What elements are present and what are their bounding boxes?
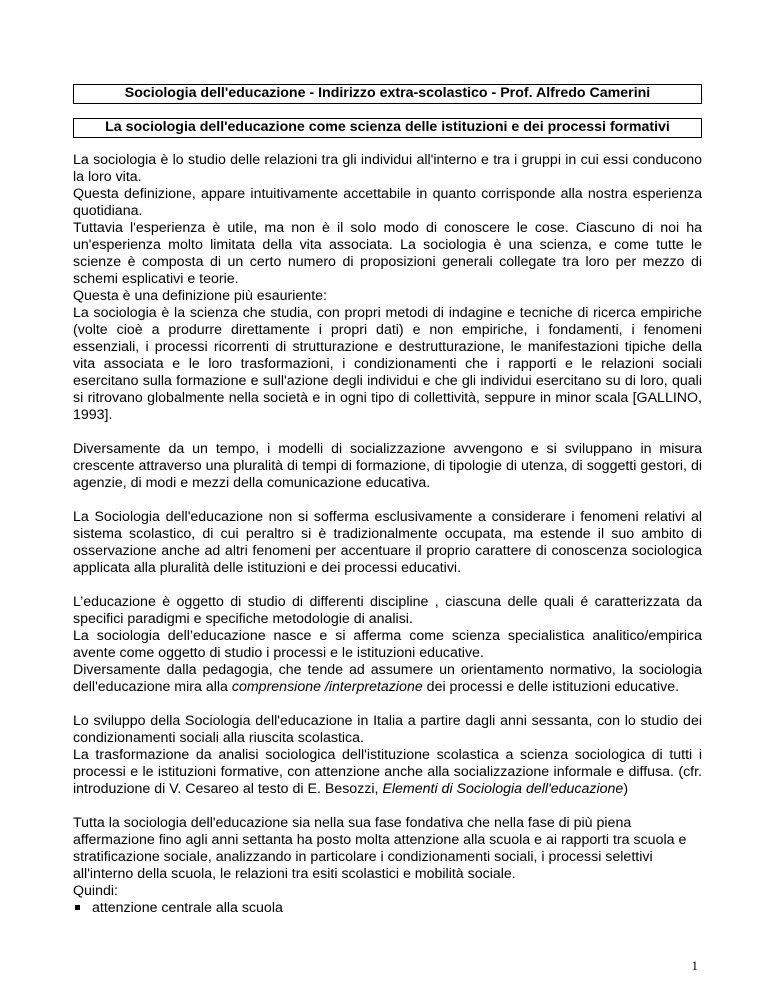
body-text: Questa è una definizione più esauriente: [73, 288, 327, 304]
paragraph-italy [73, 713, 702, 798]
body-text: La Sociologia dell'educazione non si sofferma esclusivamente a considerare i fenomeni relativi al sistema scolastico, di cui peraltro si è tradizionalmente occupata, ma estende il suo ambito di osservazione anche ad altri fenomeni per accentuare il proprio carattere di conoscenza sociologica applicata alla pluralità delle istituzioni e dei processi educativi. [73, 509, 702, 576]
paragraph-disciplines [73, 594, 702, 696]
body-text: Lo sviluppo della Sociologia dell'educazione in Italia a partire dagli anni sessanta, con lo studio dei condizionamenti sociali alla riuscita scolastica. [73, 713, 702, 746]
document-title: Sociologia dell'educazione - Indirizzo extra-scolastico - Prof. Alfredo Camerini [73, 84, 702, 104]
page-number: 1 [691, 958, 698, 973]
body-text: Questa definizione, appare intuitivamente accettabile in quanto corrisponde alla nostra esperienza quotidiana. [73, 186, 702, 219]
section-title: La sociologia dell'educazione come scienza delle istituzioni e dei processi formativi [73, 118, 702, 138]
paragraph-socialization [73, 441, 702, 492]
body-text [73, 662, 702, 696]
body-text: Quindi: [73, 883, 118, 899]
text-run: La trasformazione da analisi sociologica dell'istituzione scolastica a scienza sociologica di tutti i processi e le istituzioni formative, con attenzione anche alla socializzazione informale e diffusa. (cfr. introduzione di V. Cesareo al testo di E. Besozzi, [73, 747, 702, 797]
document-body [73, 152, 702, 917]
paragraph-school-focus [73, 815, 702, 917]
paragraph-scope [73, 509, 702, 577]
body-text [73, 747, 702, 798]
body-text: L’educazione è oggetto di studio di differenti discipline , ciascuna delle quali é caratterizzata da specifici paradigmi e specifiche metodologie di analisi. [73, 594, 702, 627]
paragraph-definition [73, 152, 702, 424]
text-run: dei processi e delle istituzioni educative. [422, 679, 680, 695]
body-text: La sociologia dell’educazione nasce e si afferma come scienza specialistica analitico/empirica avente come oggetto di studio i processi e le istituzioni educative. [73, 628, 702, 661]
body-text: La sociologia è la scienza che studia, con propri metodi di indagine e tecniche di ricerca empiriche (volte cioè a produrre direttamente i propri dati) e non empiriche, i fondamenti, i fenomeni essenziali, i processi ricorrenti di strutturazione e destrutturazione, le manifestazioni tipiche della vita associata e le loro trasformazioni, i condizionamenti che i rapporti e le relazioni sociali esercitano sulla formazione e sull'azione degli individui e che gli individui esercitano su di loro, quali si ritrovano globalmente nella società e in ogni tipo di collettività, seppure in minor scala [GALLINO, 1993]. [73, 305, 702, 423]
text-run: Diversamente dalla pedagogia, che tende ad assumere un orientamento normativo, la sociologia dell'educazione mira alla [73, 662, 702, 695]
body-text: Tutta la sociologia dell'educazione sia nella sua fase fondativa che nella fase di più piena affermazione fino agli anni settanta ha posto molta attenzione alla scuola e ai rapporti tra scuola e stratificazione sociale, analizzando in particolare i condizionamenti sociali, i processi selettivi all'interno della scuola, le relazioni tra esiti scolastici e mobilità sociale. [73, 815, 687, 882]
text-run: ) [623, 781, 629, 797]
body-text: La sociologia è lo studio delle relazioni tra gli individui all'interno e tra i gruppi in cui essi conducono la loro vita. [73, 152, 702, 185]
list-item [73, 900, 702, 917]
body-text: Diversamente da un tempo, i modelli di socializzazione avvengono e si sviluppano in misura crescente attraverso una pluralità di tempi di formazione, di tipologie di utenza, di soggetti gestori, di agenzie, di modi e mezzi della comunicazione educativa. [73, 441, 702, 491]
book-title: Elementi di Sociologia dell'educazione [382, 781, 624, 797]
list-item-text: attenzione centrale alla scuola [92, 900, 283, 916]
body-text: Tuttavia l'esperienza è utile, ma non è il solo modo di conoscere le cose. Ciascuno di noi ha un'esperienza molto limitata della vita associata. La sociologia è una scienza, e come tutte le scienze è composta di un certo numero di proposizioni generali collegate tra loro per mezzo di schemi esplicativi e teorie. [73, 220, 702, 287]
emphasis-text: comprensione /interpretazione [231, 679, 423, 695]
square-bullet-icon [75, 905, 80, 910]
document-page [73, 84, 702, 934]
